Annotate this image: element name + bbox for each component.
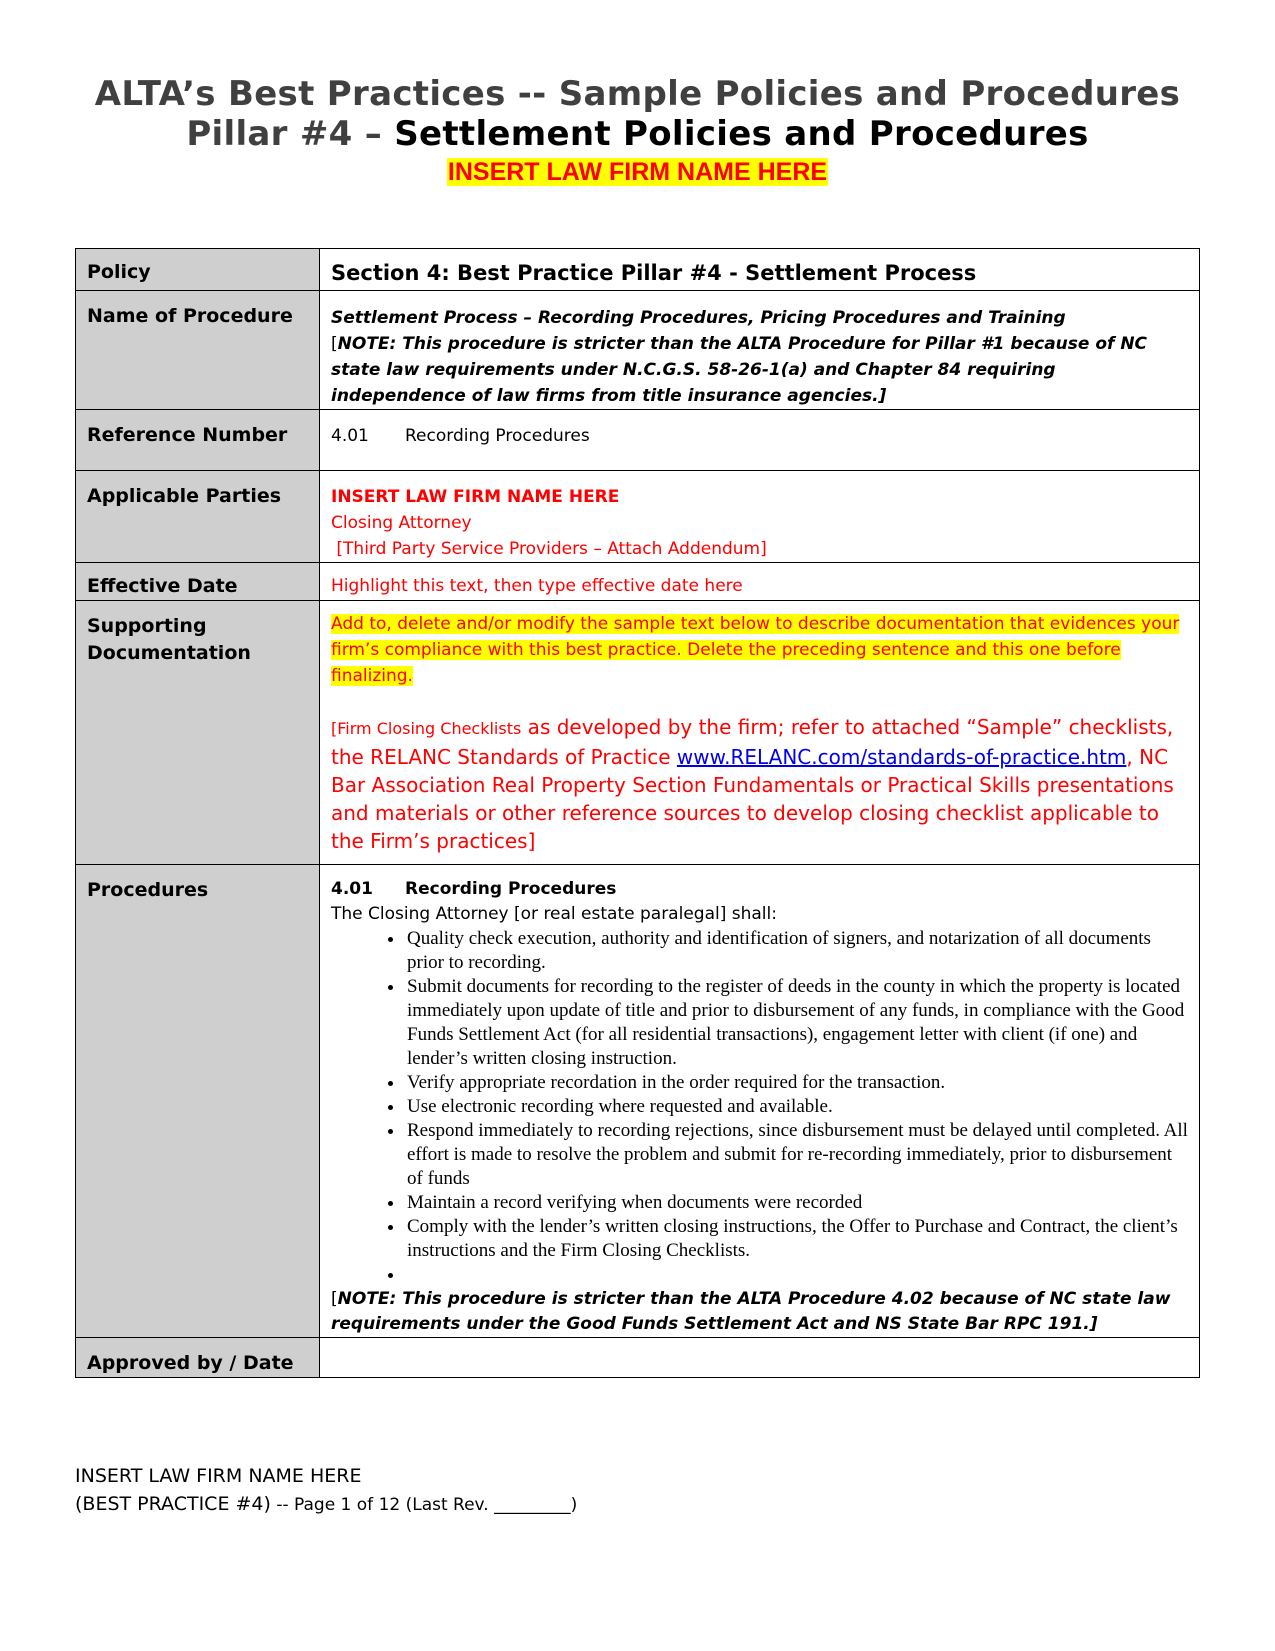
doc-title-line2	[0, 114, 1275, 154]
supporting-value	[320, 601, 1199, 855]
list-item: • Respond immediately to recording rejections, since disbursement must be delayed until completed. All effort is made to resolve the problem and submit for re-recording immediately, prior to disbursement of funds	[405, 1119, 1188, 1191]
procedures-label: Procedures	[87, 879, 209, 901]
row-procedure-name	[76, 291, 1200, 410]
list-item-empty	[405, 1263, 1188, 1287]
procedure-name-title: Settlement Process – Recording Procedures, Pricing Procedures and Training	[331, 308, 1066, 328]
supporting-instruction: Add to, delete and/or modify the sample text below to describe documentation that evidences your firm’s compliance with this best practice. Delete the preceding sentence and this one before finalizing.	[331, 614, 1180, 686]
row-policy	[76, 249, 1200, 291]
reference-label-cell	[76, 410, 320, 471]
parties-label-cell	[76, 471, 320, 563]
row-procedures	[76, 865, 1200, 1338]
row-reference-number	[76, 410, 1200, 471]
reference-number: 4.01	[331, 426, 369, 446]
effective-date-value-cell	[320, 563, 1200, 601]
approved-label: Approved by / Date	[87, 1352, 294, 1374]
list-item: • Quality check execution, authority and identification of signers, and notarization of all documents prior to recording.	[405, 927, 1188, 975]
row-effective-date	[76, 563, 1200, 601]
procedure-name-label: Name of Procedure	[87, 305, 293, 327]
doc-firm-name-placeholder	[0, 158, 1275, 187]
row-supporting-documentation	[76, 601, 1200, 865]
firm-name-highlight: INSERT LAW FIRM NAME HERE	[447, 158, 828, 186]
doc-title-subject: Settlement Policies and Procedures	[394, 114, 1089, 154]
effective-date-value: Highlight this text, then type effective date here	[331, 576, 743, 596]
list-item: • Use electronic recording where requested and available.	[405, 1095, 1188, 1119]
procedure-name-label-cell	[76, 291, 320, 410]
reference-value	[320, 410, 1199, 449]
supporting-paragraph: [Firm Closing Checklists as developed by the firm; refer to attached “Sample” checklists, the RELANC Standards of Practice www.RELANC.com/standards-of-practice.htm, NC Bar Association Real Property Section Fundamentals or Practical Skills presentations and materials or other reference sources to develop closing checklist applicable to the Firm’s practices]	[331, 715, 1174, 853]
list-item: • Maintain a record verifying when documents were recorded	[405, 1191, 1188, 1215]
footer-firm-name: INSERT LAW FIRM NAME HERE	[75, 1465, 362, 1487]
footer-page-info: (BEST PRACTICE #4) -- Page 1 of 12 (Last Rev. _________)	[75, 1493, 578, 1515]
parties-label: Applicable Parties	[87, 485, 282, 507]
parties-firm: INSERT LAW FIRM NAME HERE	[331, 487, 620, 507]
relanc-standards-link[interactable]: www.RELANC.com/standards-of-practice.htm	[676, 745, 1127, 769]
doc-title-pillar: Pillar #4 –	[186, 114, 395, 154]
policy-value: Section 4: Best Practice Pillar #4 - Settlement Process	[331, 261, 977, 285]
parties-attorney: Closing Attorney	[331, 513, 472, 533]
reference-name: Recording Procedures	[405, 426, 590, 446]
approved-value	[320, 1338, 1199, 1350]
procedures-intro: The Closing Attorney [or real estate paralegal] shall:	[331, 904, 777, 924]
procedures-note: [NOTE: This procedure is stricter than the ALTA Procedure 4.02 because of NC state law requirements under the Good Funds Settlement Act and NS State Bar RPC 191.]	[331, 1289, 1171, 1334]
parties-value	[320, 471, 1199, 562]
supporting-value-cell	[320, 601, 1200, 865]
procedure-name-value	[320, 291, 1199, 409]
supporting-label: Supporting Documentation	[87, 615, 251, 664]
row-approved	[76, 1338, 1200, 1378]
procedure-name-value-cell	[320, 291, 1200, 410]
list-item: • Comply with the lender’s written closing instructions, the Offer to Purchase and Contract, the client’s instructions and the Firm Closing Checklists.	[405, 1215, 1188, 1263]
policy-label: Policy	[87, 261, 151, 283]
effective-date-label: Effective Date	[87, 575, 238, 597]
procedures-bullet-list	[331, 927, 1188, 1287]
procedures-value-cell	[320, 865, 1200, 1338]
row-applicable-parties	[76, 471, 1200, 563]
policy-table	[75, 248, 1200, 1378]
approved-label-cell	[76, 1338, 320, 1378]
list-item: • Verify appropriate recordation in the order required for the transaction.	[405, 1071, 1188, 1095]
approved-value-cell[interactable]	[320, 1338, 1200, 1378]
effective-date-label-cell	[76, 563, 320, 601]
list-item: • Submit documents for recording to the register of deeds in the county in which the property is located immediately upon update of title and prior to disbursement of any funds, in compliance with the Good Funds Settlement Act (for all residential transactions), engagement letter with client (if one) and lender’s written closing instruction.	[405, 975, 1188, 1071]
procedure-name-note: [NOTE: This procedure is stricter than the ALTA Procedure for Pillar #1 because of NC state law requirements under N.C.G.S. 58-26-1(a) and Chapter 84 requiring independence of law firms from title insurance agencies.]	[331, 334, 1148, 406]
policy-label-cell	[76, 249, 320, 291]
policy-value-cell	[320, 249, 1200, 291]
parties-third-party: [Third Party Service Providers – Attach Addendum]	[331, 539, 767, 559]
reference-value-cell	[320, 410, 1200, 471]
reference-label: Reference Number	[87, 424, 288, 446]
procedures-value	[320, 865, 1199, 1337]
procedures-label-cell	[76, 865, 320, 1338]
parties-value-cell	[320, 471, 1200, 563]
procedures-heading: 4.01 Recording Procedures	[331, 879, 617, 899]
supporting-label-cell	[76, 601, 320, 865]
page-footer	[75, 1462, 577, 1519]
doc-title-line1: ALTA’s Best Practices -- Sample Policies and Procedures	[94, 74, 1181, 114]
